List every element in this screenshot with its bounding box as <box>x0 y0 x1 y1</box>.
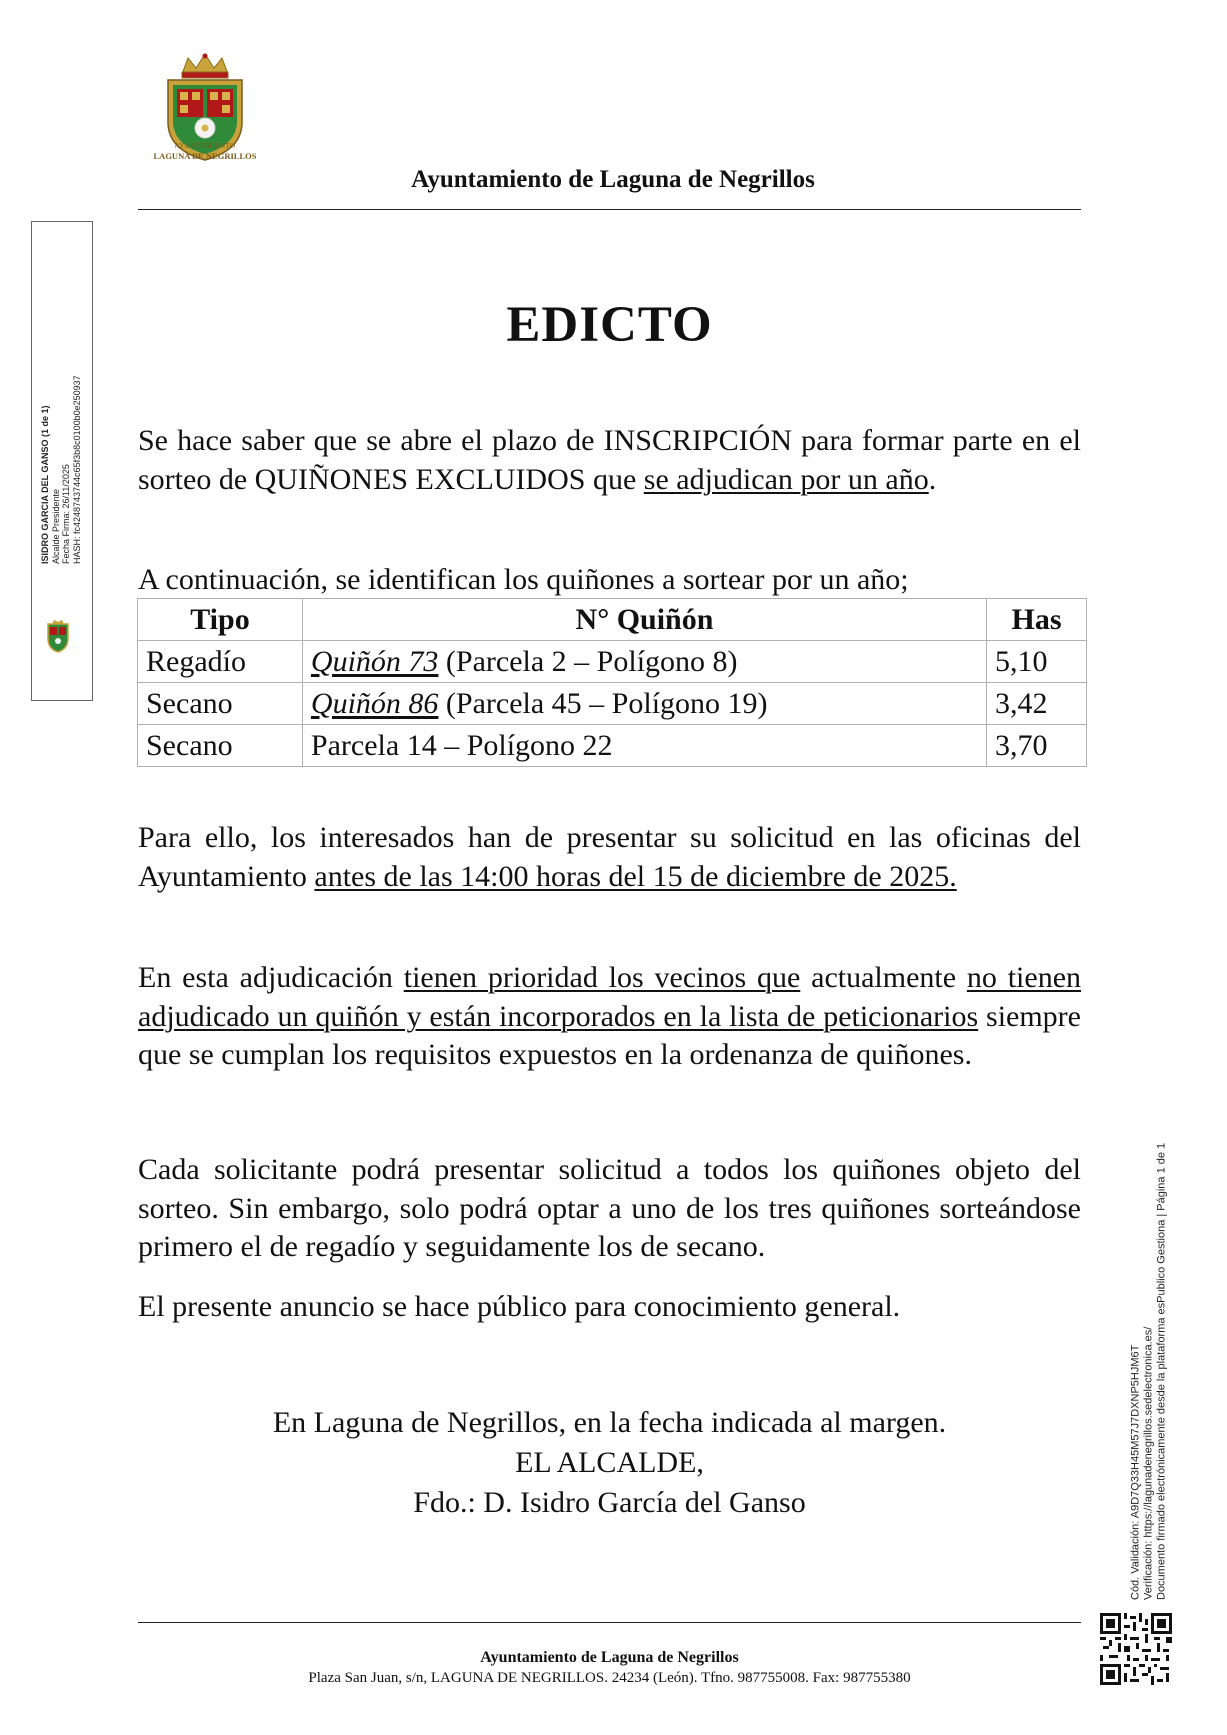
signed-document-notice: Documento firmado electrónicamente desde la plataforma esPublico Gestiona | Página 1 de 1 <box>1155 1142 1168 1600</box>
table-row <box>138 725 1087 767</box>
verification-url: Verificación: https://lagunadenegrillos.sedelectronica.es/ <box>1142 1326 1155 1600</box>
p1-underlined: se adjudican por un año <box>643 462 929 496</box>
cell-has: 3,70 <box>987 725 1087 767</box>
cell-quinon <box>302 683 986 725</box>
signature-name: Fdo.: D. Isidro García del Ganso <box>413 1486 806 1519</box>
table-header-row <box>138 599 1087 641</box>
header-has: Has <box>987 599 1087 641</box>
p4-text-c: siempre que se cumplan los requisitos expuestos en la ordenanza de quiñones. <box>138 999 1081 1071</box>
cell-tipo: Secano <box>138 683 303 725</box>
cell-tipo: Secano <box>138 725 303 767</box>
qr-code-icon <box>1100 1613 1172 1685</box>
header-divider <box>138 209 1081 210</box>
cell-quinon <box>302 725 986 767</box>
signature-hash: HASH: fc4248743744c65f3b8c0100b0e250937 <box>71 375 82 564</box>
p4-underlined-1: tienen prioridad los vecinos que <box>403 961 801 994</box>
header-title: Ayuntamiento de Laguna de Negrillos <box>411 166 815 193</box>
signature-place-date: En Laguna de Negrillos, en la fecha indicada al margen. <box>272 1406 947 1439</box>
cell-has: 5,10 <box>987 641 1087 683</box>
footer-divider <box>138 1622 1081 1623</box>
p3-deadline: antes de las 14:00 horas del 15 de diciembre de 2025. <box>314 859 957 893</box>
cell-quinon <box>302 641 986 683</box>
quinon-number: Quiñón 86 <box>310 686 439 720</box>
logo-caption-line1: AYUNTAMIENTO <box>174 142 236 150</box>
p3-text: Para ello, los interesados han de presentar su solicitud en las oficinas del Ayuntamiento <box>138 821 1081 893</box>
paragraph-deadline <box>138 819 1081 896</box>
cell-has: 3,42 <box>987 683 1087 725</box>
paragraph-inscription <box>138 422 1081 499</box>
paragraph-applications: Cada solicitante podrá presentar solicitud a todos los quiñones objeto del sorteo. Sin embargo, solo podrá optar a uno de los tres quiñones sorteándose primero el de regadío y seguidamente los de secano. <box>138 1153 1081 1263</box>
signer-name: ISIDRO GARCIA DEL GANSO (1 de 1) <box>40 405 50 564</box>
signature-date: Fecha Firma: 26/11/2025 <box>61 464 71 564</box>
quinon-number: Quiñón 73 <box>310 644 439 678</box>
p4-underlined-2: no tienen adjudicado un quiñón y están incorporados en la lista de peticionarios <box>138 961 1082 1033</box>
document-title: EDICTO <box>506 297 713 353</box>
quinon-detail: (Parcela 45 – Polígono 19) <box>438 686 768 720</box>
p1-end: . <box>928 462 937 496</box>
verification-strip <box>1125 1080 1173 1600</box>
table-row <box>138 683 1087 725</box>
paragraph-table-intro: A continuación, se identifican los quiñones a sortear por un año; <box>138 563 909 596</box>
stamp-coat-of-arms-icon <box>40 618 76 654</box>
signer-role: Alcalde Presidente <box>50 488 61 564</box>
quinon-detail: Parcela 14 – Polígono 22 <box>310 728 613 762</box>
signature-role: EL ALCALDE, <box>515 1446 704 1479</box>
paragraph-priority <box>138 959 1081 1075</box>
logo-caption-line2: LAGUNA DE NEGRILLOS <box>153 151 257 161</box>
quinon-detail: (Parcela 2 – Polígono 8) <box>438 644 738 678</box>
p1-text: Se hace saber que se abre el plazo de INSCRIPCIÓN para formar parte en el sorteo de QUIÑONES EXCLUIDOS que <box>138 424 1081 496</box>
validation-code: Cód. Validación: A9D7Q33H45M57J7DXNP5HJM6T <box>1129 1344 1142 1600</box>
quinones-table <box>137 598 1087 767</box>
header-quinon: N° Quiñón <box>302 599 986 641</box>
cell-tipo: Regadío <box>138 641 303 683</box>
signature-stamp-text <box>36 354 86 564</box>
table-row <box>138 641 1087 683</box>
p4-text-b: actualmente <box>800 961 967 994</box>
p4-text-a: En esta adjudicación <box>138 961 404 994</box>
paragraph-public-notice: El presente anuncio se hace público para conocimiento general. <box>138 1290 901 1323</box>
header-tipo: Tipo <box>138 599 303 641</box>
footer-organization: Ayuntamiento de Laguna de Negrillos <box>480 1649 739 1666</box>
footer-address: Plaza San Juan, s/n, LAGUNA DE NEGRILLOS. 24234 (León). Tfno. 987755008. Fax: 987755380 <box>308 1670 911 1686</box>
